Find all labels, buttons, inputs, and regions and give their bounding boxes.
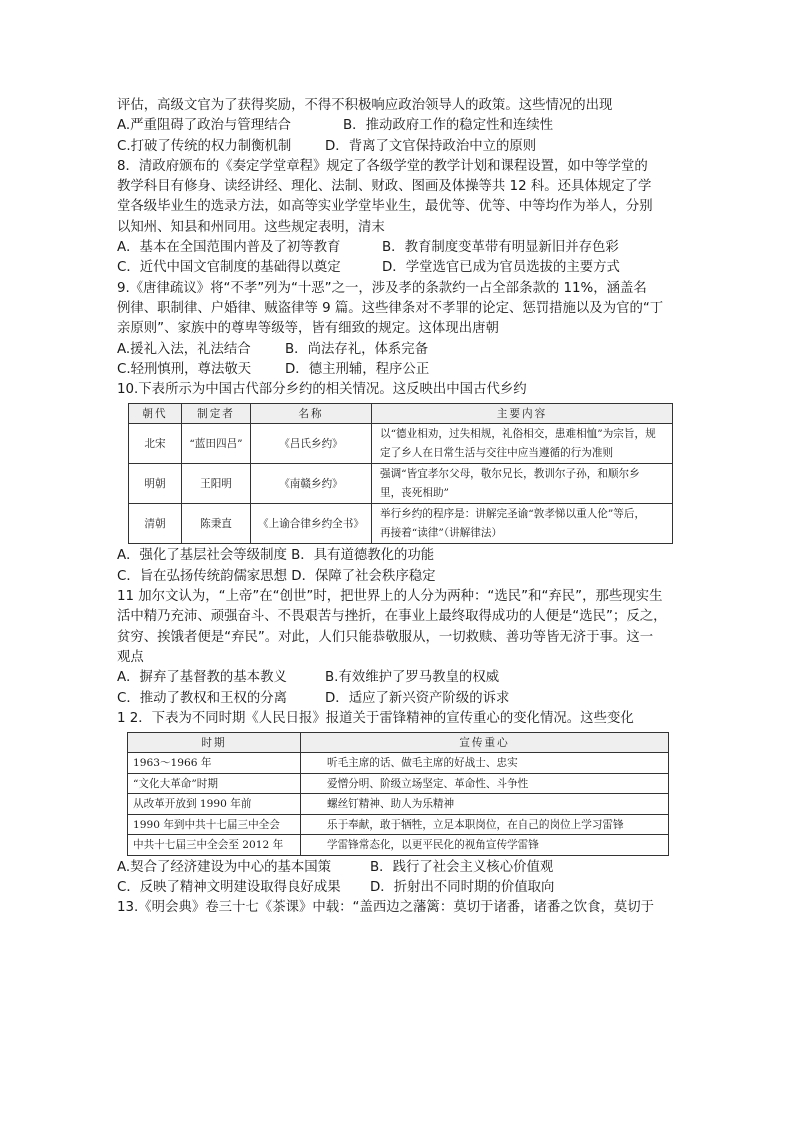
q12-option-d[interactable]: D．折射出不同时期的价值取向 (370, 879, 555, 895)
q11-option-a[interactable]: A．摒弃了基督教的基本教义 (117, 670, 287, 686)
title-cell: 《南赣乡约》 (251, 464, 372, 504)
author-cell: 王阳明 (182, 464, 251, 504)
question-10-stem: 10.下表所示为中国古代部分乡约的相关情况。这反映出中国古代乡约 (117, 382, 527, 398)
content-line: 定了乡人在日常生活与交往中应当遵循的行为准则 (380, 446, 614, 459)
period-cell: “文化大革命”时期 (128, 773, 301, 794)
content-line: 里，丧死相助” (380, 486, 449, 499)
lei-feng-publicity-table (127, 732, 669, 856)
question-8-stem-line: 教学科目有修身、读经讲经、理化、法制、财政、图画及体操等共 12 科。还具体规定了学 (117, 179, 652, 195)
question-13-stem: 13.《明会典》卷三十七《茶课》中载：“盖西边之藩篱：莫切于诸番，诸番之饮食，莫切于 (117, 900, 655, 916)
table-header-cell: 名称 (251, 404, 372, 424)
q8-option-a[interactable]: A．基本在全国范围内普及了初等教育 (117, 240, 341, 256)
table-row (128, 814, 669, 835)
content-cell (372, 424, 673, 464)
q7-option-d[interactable]: D．背离了文官保持政治中立的原则 (325, 138, 537, 154)
q8-option-c[interactable]: C．近代中国文官制度的基础得以奠定 (117, 260, 341, 276)
dynasty-cell: 明朝 (129, 464, 182, 504)
question-9-options-row-2 (117, 360, 677, 380)
question-10-option-row-2[interactable]: C．旨在弘扬传统韵儒家思想 D．保障了社会秩序稳定 (117, 568, 436, 584)
q9-option-c[interactable]: C.轻刑慎刑，尊法敬天 (117, 361, 252, 377)
question-12-stem: 1 2．下表为不同时期《人民日报》报道关于雷锋精神的宣传重心的变化情况。这些变化 (117, 710, 634, 726)
q11-option-b[interactable]: B.有效维护了罗马教皇的权威 (325, 670, 500, 686)
q12-option-c[interactable]: C．反映了精神文明建设取得良好成果 (117, 879, 341, 895)
dynasty-cell: 清朝 (129, 504, 182, 544)
period-cell: 从改革开放到 1990 年前 (128, 794, 301, 815)
table-header-row (129, 404, 673, 424)
question-11-options-row-2 (117, 689, 677, 709)
focus-cell: 听毛主席的话、做毛主席的好战士、忠实 (301, 753, 669, 774)
q11-option-d[interactable]: D．适应了新兴资产阶级的诉求 (325, 690, 510, 706)
author-cell: “蓝田四吕” (182, 424, 251, 464)
q12-option-b[interactable]: B．践行了社会主义核心价值观 (370, 859, 554, 875)
question-11-stem-line: 11 加尔文认为，“上帝”在“创世”时，把世界上的人分为两种：“选民”和“弃民”，那些现实生 (117, 589, 663, 605)
content-cell (372, 504, 673, 544)
table-row (129, 504, 673, 544)
focus-cell: 乐于奉献，敢于牺牲，立足本职岗位，在自己的岗位上学习雷锋 (301, 814, 669, 835)
table-row (128, 835, 669, 856)
content-cell (372, 464, 673, 504)
question-7-stem-tail: 评估，高级文官为了获得奖励，不得不积极响应政治领导人的政策。这些情况的出现 (117, 98, 613, 113)
period-cell: 中共十七届三中全会至 2012 年 (128, 835, 301, 856)
table-header-cell: 宣传重心 (301, 733, 669, 753)
question-9-stem-line: 9.《唐律疏议》将“不孝”列为“十恶”之一，涉及孝的条款约一占全部条款的 11%，涵盖名 (117, 280, 647, 296)
title-cell: 《上谕合律乡约全书》 (251, 504, 372, 544)
question-8-stem-line: 8．清政府颁布的《奏定学堂章程》规定了各级学堂的教学计划和课程设置，如中等学堂的 (117, 158, 648, 174)
question-10-option-row-1[interactable]: A．强化了基层社会等级制度 B．具有道德教化的功能 (117, 548, 435, 564)
question-9-options-row-1 (117, 340, 677, 360)
question-12-options-row-1 (117, 858, 677, 878)
table-row (128, 753, 669, 774)
dynasty-cell: 北宋 (129, 424, 182, 464)
question-12-options-row-2 (117, 878, 677, 898)
q7-option-b[interactable]: B．推动政府工作的稳定性和连续性 (343, 118, 554, 134)
table-header-cell: 时期 (128, 733, 301, 753)
author-cell: 陈秉直 (182, 504, 251, 544)
village-covenant-table (128, 403, 673, 544)
table-header-cell: 朝代 (129, 404, 182, 424)
focus-cell: 学雷锋常态化，以更平民化的视角宣传学雷锋 (301, 835, 669, 856)
content-line: 举行乡约的程序是：讲解完圣谕“敦孝悌以重人伦”等后， (380, 507, 646, 520)
q7-option-a[interactable]: A.严重阻碍了政治与管理结合 (117, 118, 291, 134)
q7-option-c[interactable]: C.打破了传统的权力制衡机制 (117, 138, 292, 154)
question-8-options-row-2 (117, 258, 677, 278)
content-line: 强调“皆宜孝尔父母，敬尔兄长，教训尔子孙，和顺尔乡 (380, 467, 640, 480)
content-line: 以“德业相劝，过失相规，礼俗相交，患难相恤”为宗旨，规 (380, 427, 656, 440)
question-9-stem-line: 亲原则”、家族中的尊卑等级等，皆有细致的规定。这体现出唐朝 (117, 321, 499, 337)
table-row (128, 773, 669, 794)
table-header-cell: 制定者 (182, 404, 251, 424)
q9-option-b[interactable]: B．尚法存礼，体系完备 (285, 341, 429, 357)
title-cell: 《吕氏乡约》 (251, 424, 372, 464)
content-line: 再接着“读律”（讲解律法） (380, 526, 503, 539)
question-9-stem-line: 例律、职制律、户婚律、贼盗律等 9 篇。这些律条对不孝罪的论定、惩罚措施以及为官的“丁 (117, 300, 664, 316)
table-row (128, 794, 669, 815)
table-row (129, 424, 673, 464)
table-header-row (128, 733, 669, 753)
q9-option-d[interactable]: D．德主刑辅，程序公正 (285, 361, 430, 377)
question-11-stem-line: 观点 (117, 649, 144, 665)
q11-option-c[interactable]: C．推动了教权和王权的分离 (117, 690, 288, 706)
question-11-stem-line: 活中精乃充沛、顽强奋斗、不畏艰苦与挫折，在事业上最终取得成功的人便是“选民”；反之， (117, 609, 667, 625)
question-8-stem-line: 以知州、知县和州同用。这些规定表明，清末 (117, 219, 385, 235)
q9-option-a[interactable]: A.援礼入法，礼法结合 (117, 341, 251, 357)
question-11-options-row-1 (117, 668, 677, 688)
question-7-options-row-2 (117, 137, 677, 157)
question-11-stem-line: 贫穷、挨饿者便是“弃民”。对此，人们只能恭敬服从，一切救赎、善功等皆无济于事。这一 (117, 629, 654, 645)
q8-option-d[interactable]: D．学堂选官已成为官员选拔的主要方式 (382, 260, 620, 276)
table-row (129, 464, 673, 504)
q8-option-b[interactable]: B．教育制度变革带有明显新旧并存色彩 (382, 240, 619, 256)
question-8-options-row-1 (117, 238, 677, 258)
focus-cell: 螺丝钉精神、助人为乐精神 (301, 794, 669, 815)
table-header-cell: 主要内容 (372, 404, 673, 424)
focus-cell: 爱憎分明、阶级立场坚定、革命性、斗争性 (301, 773, 669, 794)
question-8-stem-line: 堂各级毕业生的选录方法，如高等实业学堂毕业生，最优等、优等、中等均作为举人，分别 (117, 199, 653, 215)
question-7-options-row-1 (117, 116, 677, 136)
exam-page (117, 96, 677, 919)
period-cell: 1963～1966 年 (128, 753, 301, 774)
period-cell: 1990 年到中共十七届三中全会 (128, 814, 301, 835)
q12-option-a[interactable]: A.契合了经济建设为中心的基本国策 (117, 859, 332, 875)
